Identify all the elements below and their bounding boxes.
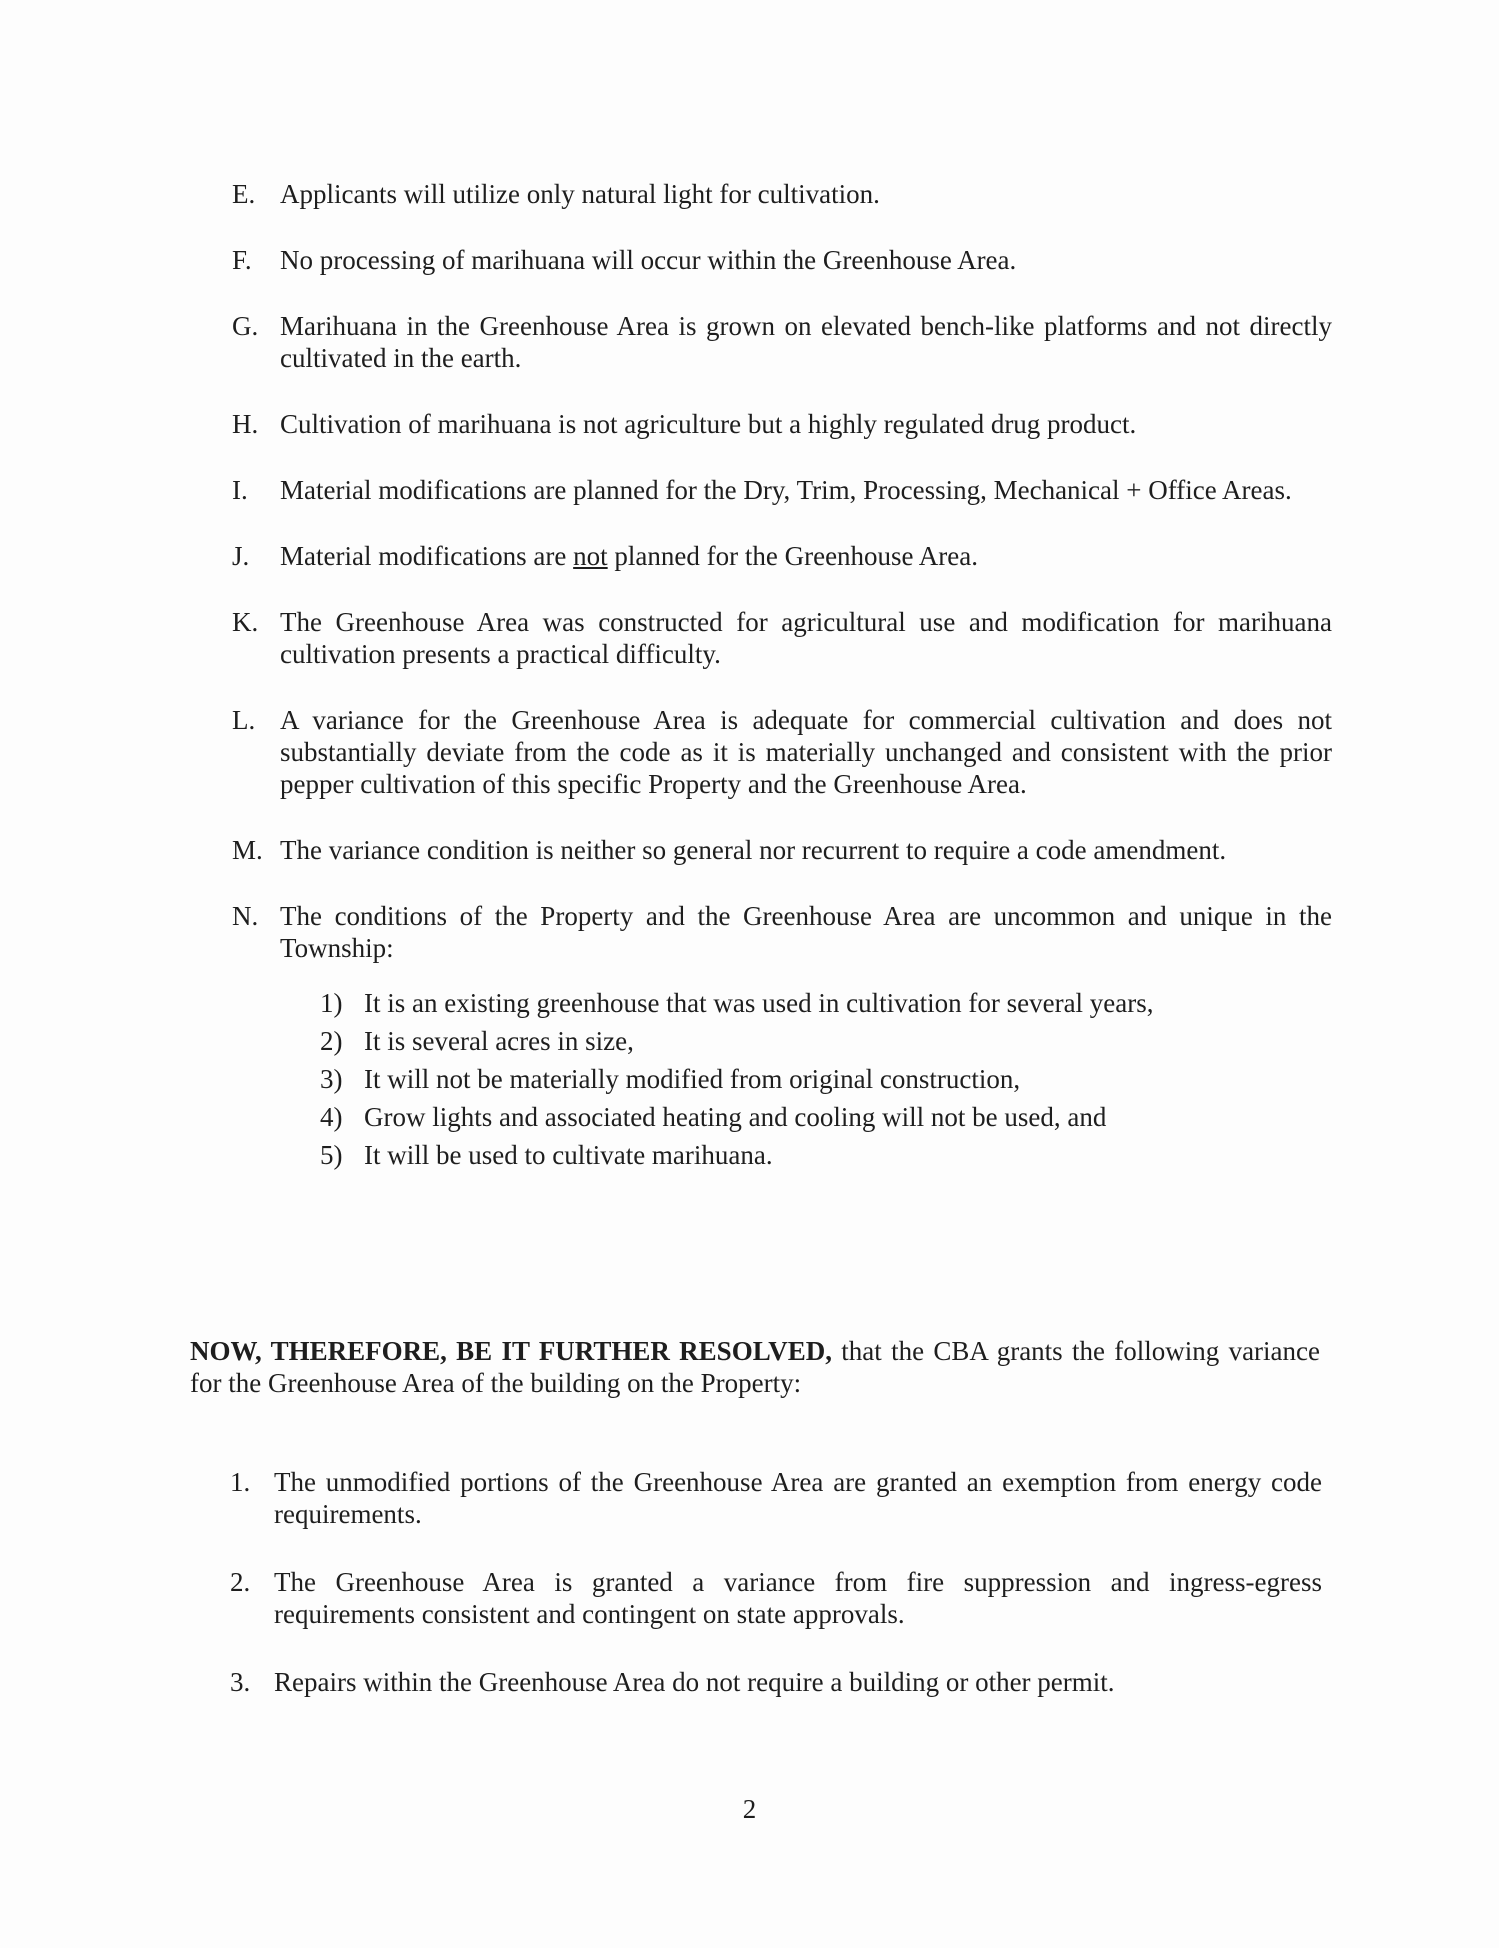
finding-item (232, 310, 1332, 374)
finding-letter: J. (232, 541, 250, 571)
grant-item (230, 1666, 1322, 1698)
finding-text (280, 540, 1332, 572)
finding-letter: H. (232, 409, 259, 439)
finding-letter: L. (232, 705, 256, 735)
finding-letter: N. (232, 901, 259, 931)
finding-text: No processing of marihuana will occur within the Greenhouse Area. (280, 245, 1017, 275)
finding-letter: G. (232, 311, 259, 341)
grant-number: 1. (230, 1467, 251, 1497)
conditions-list (280, 984, 1332, 1174)
grants-list (230, 1466, 1322, 1734)
condition-item (320, 1098, 1332, 1136)
finding-text: The Greenhouse Area was constructed for agricultural use and modification for marihuana cultivation presents a practical difficulty. (280, 607, 1332, 669)
finding-letter: M. (232, 835, 263, 865)
finding-item (232, 606, 1332, 670)
finding-text: Marihuana in the Greenhouse Area is grown on elevated bench-like platforms and not directly cultivated in the earth. (280, 311, 1332, 373)
resolution-text: that the CBA grants the following variance for the Greenhouse Area of the building on the Property: (190, 1336, 1321, 1398)
finding-item (232, 834, 1332, 866)
findings-list (232, 178, 1332, 1208)
finding-text: A variance for the Greenhouse Area is adequate for commercial cultivation and does not substantially deviate from the code as it is materially unchanged and consistent with the prior pepper cultivation of this specific Property and the Greenhouse Area. (280, 705, 1332, 799)
finding-item (232, 408, 1332, 440)
finding-text-after: planned for the Greenhouse Area. (607, 541, 979, 571)
condition-text: It will be used to cultivate marihuana. (364, 1140, 773, 1170)
finding-item (232, 540, 1332, 572)
grant-number: 2. (230, 1567, 251, 1597)
condition-number: 5) (320, 1140, 343, 1170)
finding-text-before: Material modifications are (280, 541, 574, 571)
grant-text: Repairs within the Greenhouse Area do not require a building or other permit. (274, 1667, 1115, 1697)
condition-number: 1) (320, 988, 343, 1018)
grant-item (230, 1466, 1322, 1530)
condition-number: 4) (320, 1102, 343, 1132)
finding-text: Material modifications are planned for the Dry, Trim, Processing, Mechanical + Office Areas. (280, 475, 1292, 505)
grant-number: 3. (230, 1667, 251, 1697)
condition-item (320, 1136, 1332, 1174)
finding-item (232, 704, 1332, 800)
condition-number: 3) (320, 1064, 343, 1094)
finding-item (232, 244, 1332, 276)
finding-item (232, 474, 1332, 506)
condition-text: It is an existing greenhouse that was used in cultivation for several years, (364, 988, 1154, 1018)
grant-text: The unmodified portions of the Greenhouse Area are granted an exemption from energy code requirements. (274, 1467, 1322, 1529)
resolution-lead: NOW, THEREFORE, BE IT FURTHER RESOLVED, (190, 1336, 832, 1366)
finding-letter: I. (232, 475, 248, 505)
finding-text: Cultivation of marihuana is not agriculture but a highly regulated drug product. (280, 409, 1137, 439)
condition-text: It will not be materially modified from original construction, (364, 1064, 1021, 1094)
finding-letter: F. (232, 245, 252, 275)
condition-text: Grow lights and associated heating and cooling will not be used, and (364, 1102, 1107, 1132)
finding-letter: E. (232, 179, 256, 209)
finding-item (232, 178, 1332, 210)
finding-text (280, 900, 1332, 1174)
finding-text: Applicants will utilize only natural light for cultivation. (280, 179, 880, 209)
condition-item (320, 1022, 1332, 1060)
finding-item (232, 900, 1332, 1174)
grant-item (230, 1566, 1322, 1630)
condition-item (320, 1060, 1332, 1098)
condition-number: 2) (320, 1026, 343, 1056)
finding-letter: K. (232, 607, 259, 637)
grant-text: The Greenhouse Area is granted a variance from fire suppression and ingress-egress requirements consistent and contingent on state approvals. (274, 1567, 1322, 1629)
resolution-paragraph (190, 1335, 1320, 1399)
condition-item (320, 984, 1332, 1022)
finding-text-body: The conditions of the Property and the Greenhouse Area are uncommon and unique in the Township: (280, 901, 1332, 963)
finding-text: The variance condition is neither so general nor recurrent to require a code amendment. (280, 835, 1227, 865)
underlined-word: not (573, 541, 608, 571)
page-number: 2 (742, 1794, 757, 1824)
condition-text: It is several acres in size, (364, 1026, 634, 1056)
